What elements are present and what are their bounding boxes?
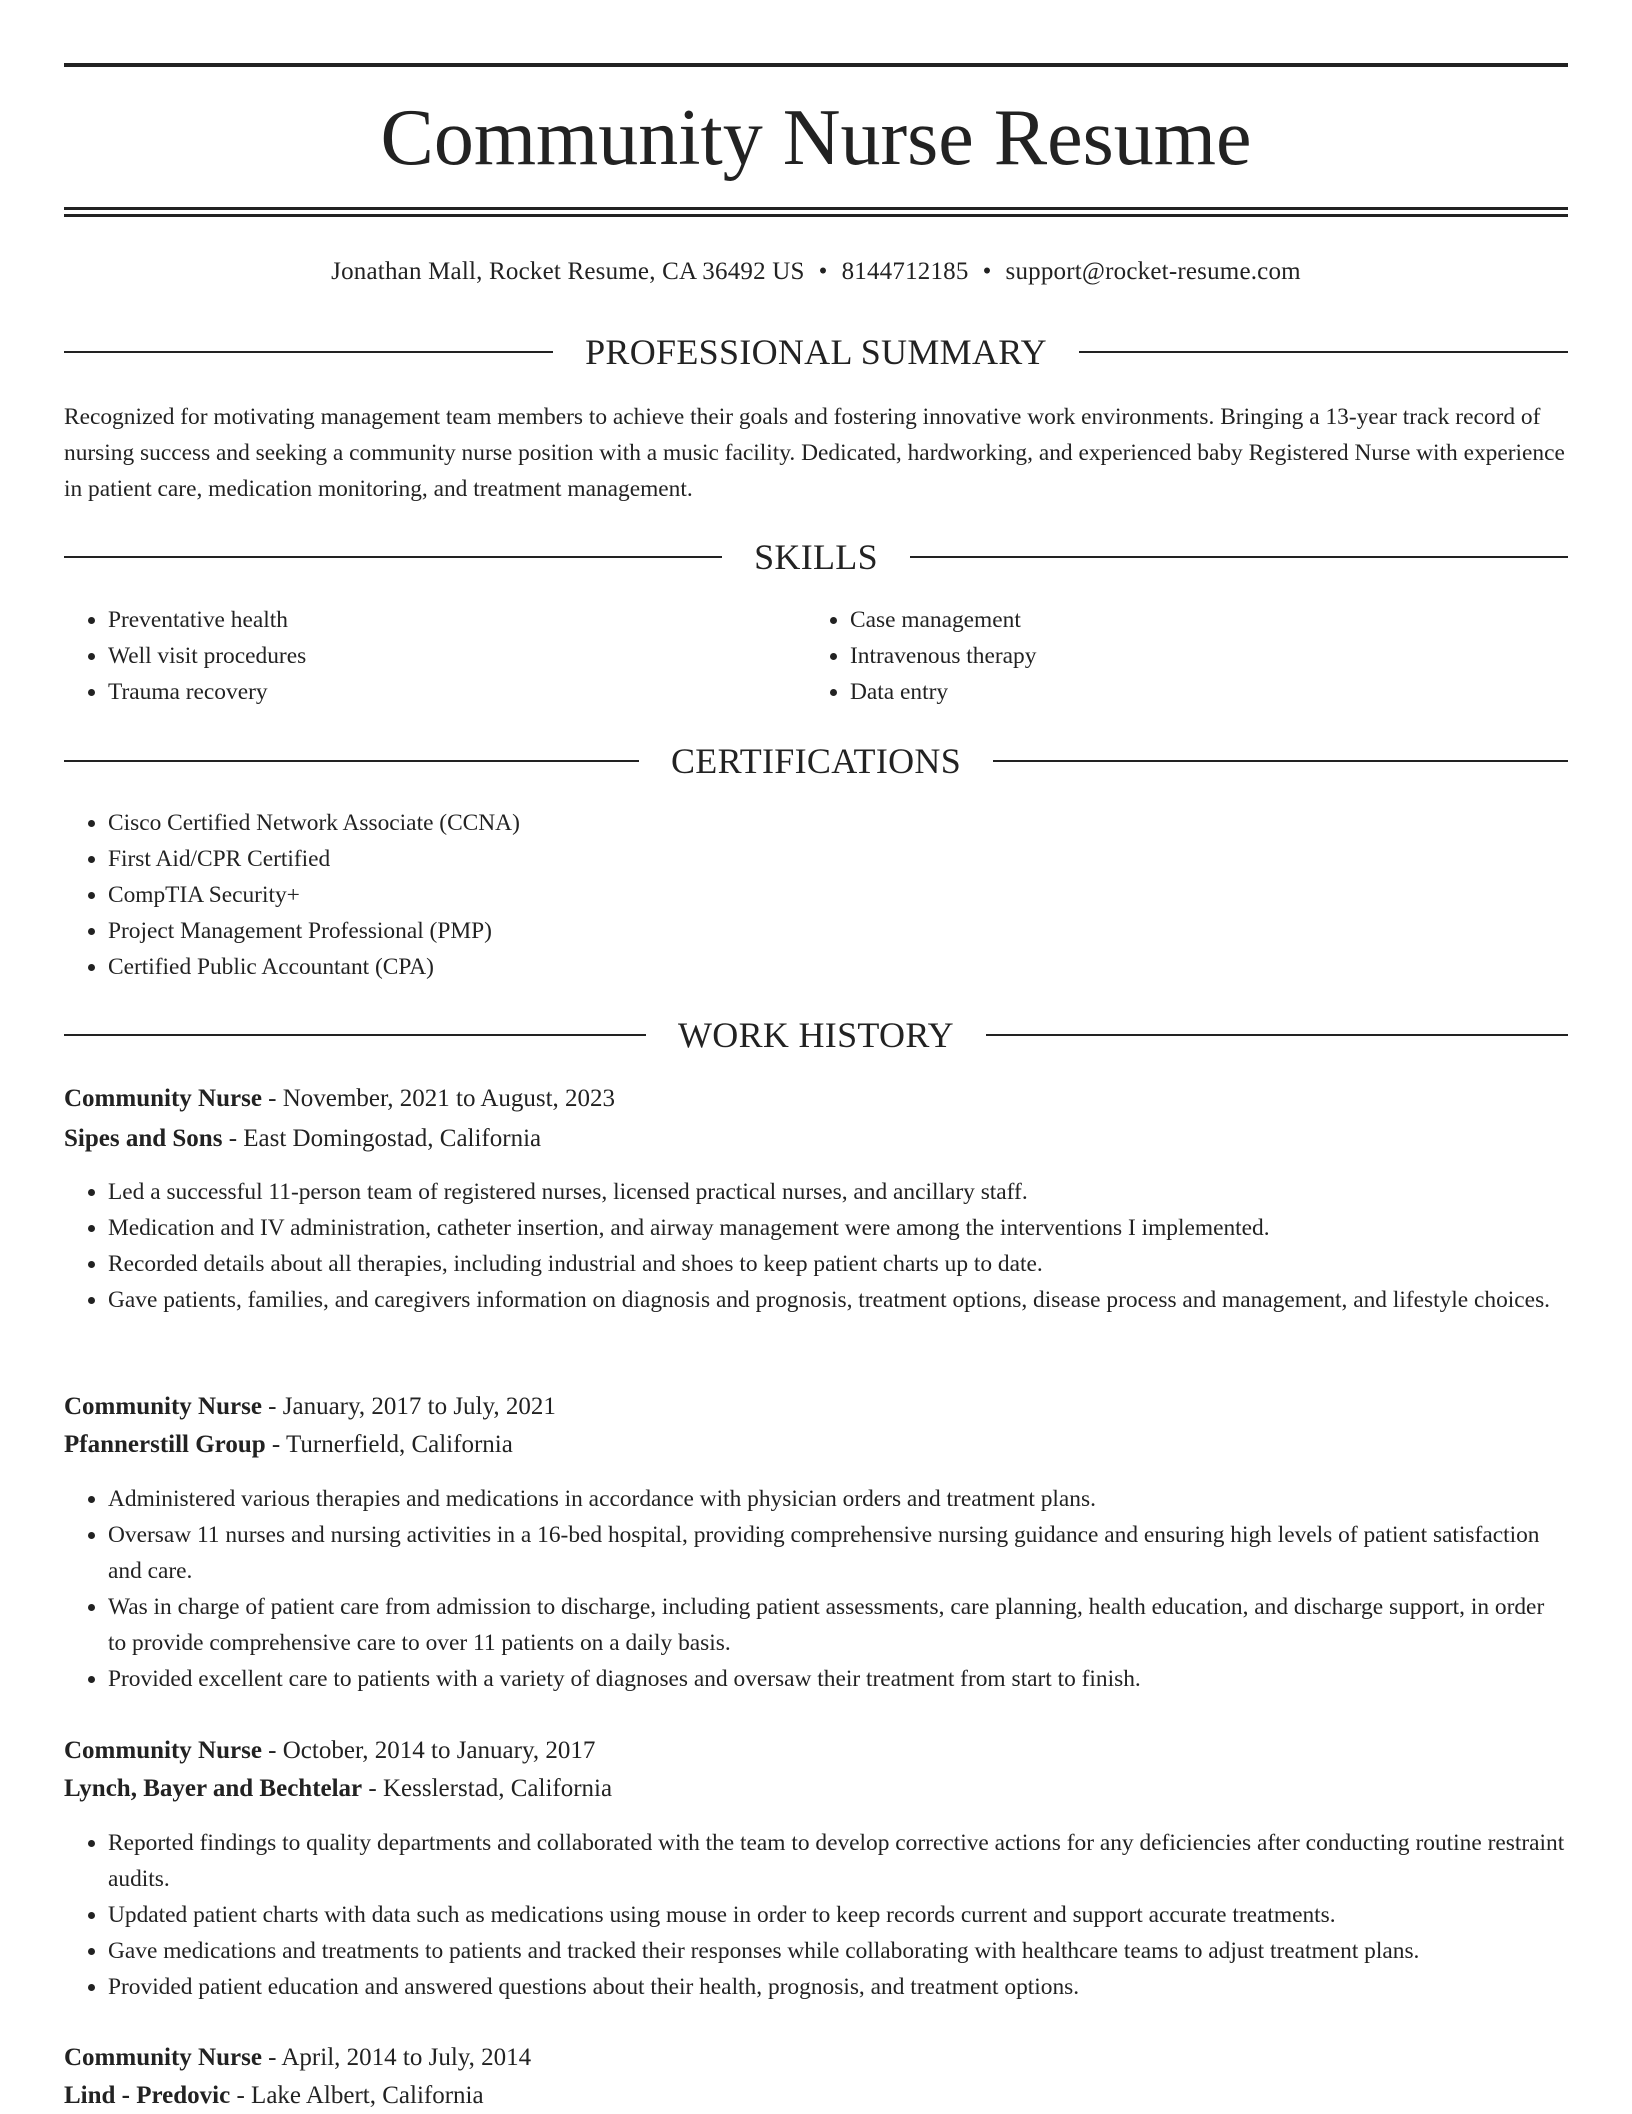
job-company: Lynch, Bayer and Bechtelar [64, 1775, 363, 1802]
contact-address: Jonathan Mall, Rocket Resume, CA 36492 US [331, 258, 805, 285]
job-dates: April, 2014 to July, 2014 [281, 2044, 532, 2071]
skills-column-right [806, 602, 1506, 710]
job-title-line: Community Nurse - April, 2014 to July, 2014 [64, 2044, 532, 2071]
heading-rule-left [64, 760, 639, 762]
job-bullet: • Gave patients, families, and caregivers information on diagnosis and prognosis, treatment options, disease process and management, and lifestyle choices. [108, 1282, 1568, 1318]
skill-item: • Well visit procedures [108, 638, 764, 674]
job-bullets-block [64, 1825, 1568, 2005]
heading-rule-right [910, 556, 1568, 558]
job-location: East Domingostad, California [243, 1125, 542, 1152]
job-company-line: Lind - Predovic - Lake Albert, California [64, 2082, 484, 2109]
job-title: Community Nurse [64, 1737, 262, 1764]
job-bullet: • Provided excellent care to patients with a variety of diagnoses and oversaw their treatment from start to finish. [108, 1661, 1568, 1697]
skill-item: • Trauma recovery [108, 674, 764, 710]
job-location: Lake Albert, California [251, 2082, 484, 2109]
job-company: Pfannerstill Group [64, 1431, 266, 1458]
job-bullets-block [64, 1174, 1568, 1318]
job-bullet: • Oversaw 11 nurses and nursing activities in a 16-bed hospital, providing comprehensive nursing guidance and ensuring high levels of patient satisfaction and care. [108, 1517, 1568, 1589]
heading-rule-left [64, 351, 553, 353]
contact-phone: 8144712185 [841, 258, 969, 285]
job-bullets [64, 1825, 1568, 2005]
summary-heading: PROFESSIONAL SUMMARY [585, 332, 1047, 372]
resume-title: Community Nurse Resume [380, 94, 1252, 182]
skills-list-left [64, 602, 764, 710]
job-dates: January, 2017 to July, 2021 [282, 1393, 556, 1420]
certification-item: • Certified Public Accountant (CPA) [108, 949, 1568, 985]
job-company-line: Lynch, Bayer and Bechtelar - Kesslerstad, California [64, 1775, 613, 1802]
job-bullet: • Medication and IV administration, catheter insertion, and airway management were among the interventions I implemented. [108, 1210, 1568, 1246]
certification-item: • CompTIA Security+ [108, 877, 1568, 913]
job-company-line: Sipes and Sons - East Domingostad, California [64, 1125, 542, 1152]
job-title-line: Community Nurse - October, 2014 to January, 2017 [64, 1737, 596, 1764]
job-title-line: Community Nurse - January, 2017 to July, 2021 [64, 1393, 556, 1420]
top-rule [64, 63, 1568, 67]
job-dates: October, 2014 to January, 2017 [282, 1737, 596, 1764]
job-bullets [64, 1481, 1568, 1697]
job-bullet: • Updated patient charts with data such as medications using mouse in order to keep records current and support accurate treatments. [108, 1897, 1568, 1933]
title-double-rule [64, 207, 1568, 217]
heading-rule-right [993, 760, 1568, 762]
skills-heading-row [64, 535, 1568, 579]
work-heading: WORK HISTORY [678, 1015, 954, 1055]
skills-column-left [64, 602, 764, 710]
job-company: Sipes and Sons [64, 1125, 223, 1152]
certification-item: • Project Management Professional (PMP) [108, 913, 1568, 949]
job-bullet: • Administered various therapies and medications in accordance with physician orders and treatment plans. [108, 1481, 1568, 1517]
certifications-list [64, 805, 1568, 985]
certification-item: • First Aid/CPR Certified [108, 841, 1568, 877]
summary-heading-row [64, 330, 1568, 374]
work-heading-row [64, 1013, 1568, 1057]
contact-email: support@rocket-resume.com [1005, 258, 1301, 285]
job-company-line: Pfannerstill Group - Turnerfield, California [64, 1431, 513, 1458]
job-title-line: Community Nurse - November, 2021 to August, 2023 [64, 1085, 616, 1112]
contact-line [64, 254, 1568, 290]
job-bullets-block [64, 1481, 1568, 1697]
job-bullet: • Was in charge of patient care from admission to discharge, including patient assessments, care planning, health education, and discharge support, in order to provide comprehensive care to over 11 patients on a daily basis. [108, 1589, 1568, 1661]
job-bullet: • Reported findings to quality departments and collaborated with the team to develop corrective actions for any deficiencies after conducting routine restraint audits. [108, 1825, 1568, 1897]
job-title: Community Nurse [64, 1393, 262, 1420]
skills-heading: SKILLS [754, 537, 878, 577]
job-title: Community Nurse [64, 1085, 262, 1112]
certifications-heading: CERTIFICATIONS [670, 741, 962, 781]
job-location: Turnerfield, California [286, 1431, 513, 1458]
certifications-block [64, 805, 1568, 985]
contact-separator: • [818, 258, 828, 285]
job-bullet: • Provided patient education and answered questions about their health, prognosis, and treatment options. [108, 1969, 1568, 2005]
job-title: Community Nurse [64, 2044, 262, 2071]
job-bullet: • Recorded details about all therapies, including industrial and shoes to keep patient charts up to date. [108, 1246, 1568, 1282]
heading-rule-left [64, 1034, 646, 1036]
skill-item: • Data entry [850, 674, 1506, 710]
job-location: Kesslerstad, California [383, 1775, 613, 1802]
skill-item: • Case management [850, 602, 1506, 638]
certifications-heading-row [64, 739, 1568, 783]
job-company: Lind - Predovic [64, 2082, 231, 2109]
skills-list-right [806, 602, 1506, 710]
summary-text: Recognized for motivating management team members to achieve their goals and fostering innovative work environments. Bringing a 13-year track record of nursing success and seeking a community nurse position with a music facility. Dedicated, hardworking, and experienced baby Registered Nurse with experience in patient care, medication monitoring, and treatment management. [64, 404, 1565, 502]
heading-rule-right [986, 1034, 1568, 1036]
heading-rule-left [64, 556, 722, 558]
job-bullets [64, 1174, 1568, 1318]
contact-separator: • [982, 258, 992, 285]
heading-rule-right [1079, 351, 1568, 353]
certification-item: • Cisco Certified Network Associate (CCNA) [108, 805, 1568, 841]
job-dates: November, 2021 to August, 2023 [282, 1085, 616, 1112]
job-bullet: • Led a successful 11-person team of registered nurses, licensed practical nurses, and ancillary staff. [108, 1174, 1568, 1210]
job-bullet: • Gave medications and treatments to patients and tracked their responses while collaborating with healthcare teams to adjust treatment plans. [108, 1933, 1568, 1969]
skill-item: • Preventative health [108, 602, 764, 638]
skill-item: • Intravenous therapy [850, 638, 1506, 674]
